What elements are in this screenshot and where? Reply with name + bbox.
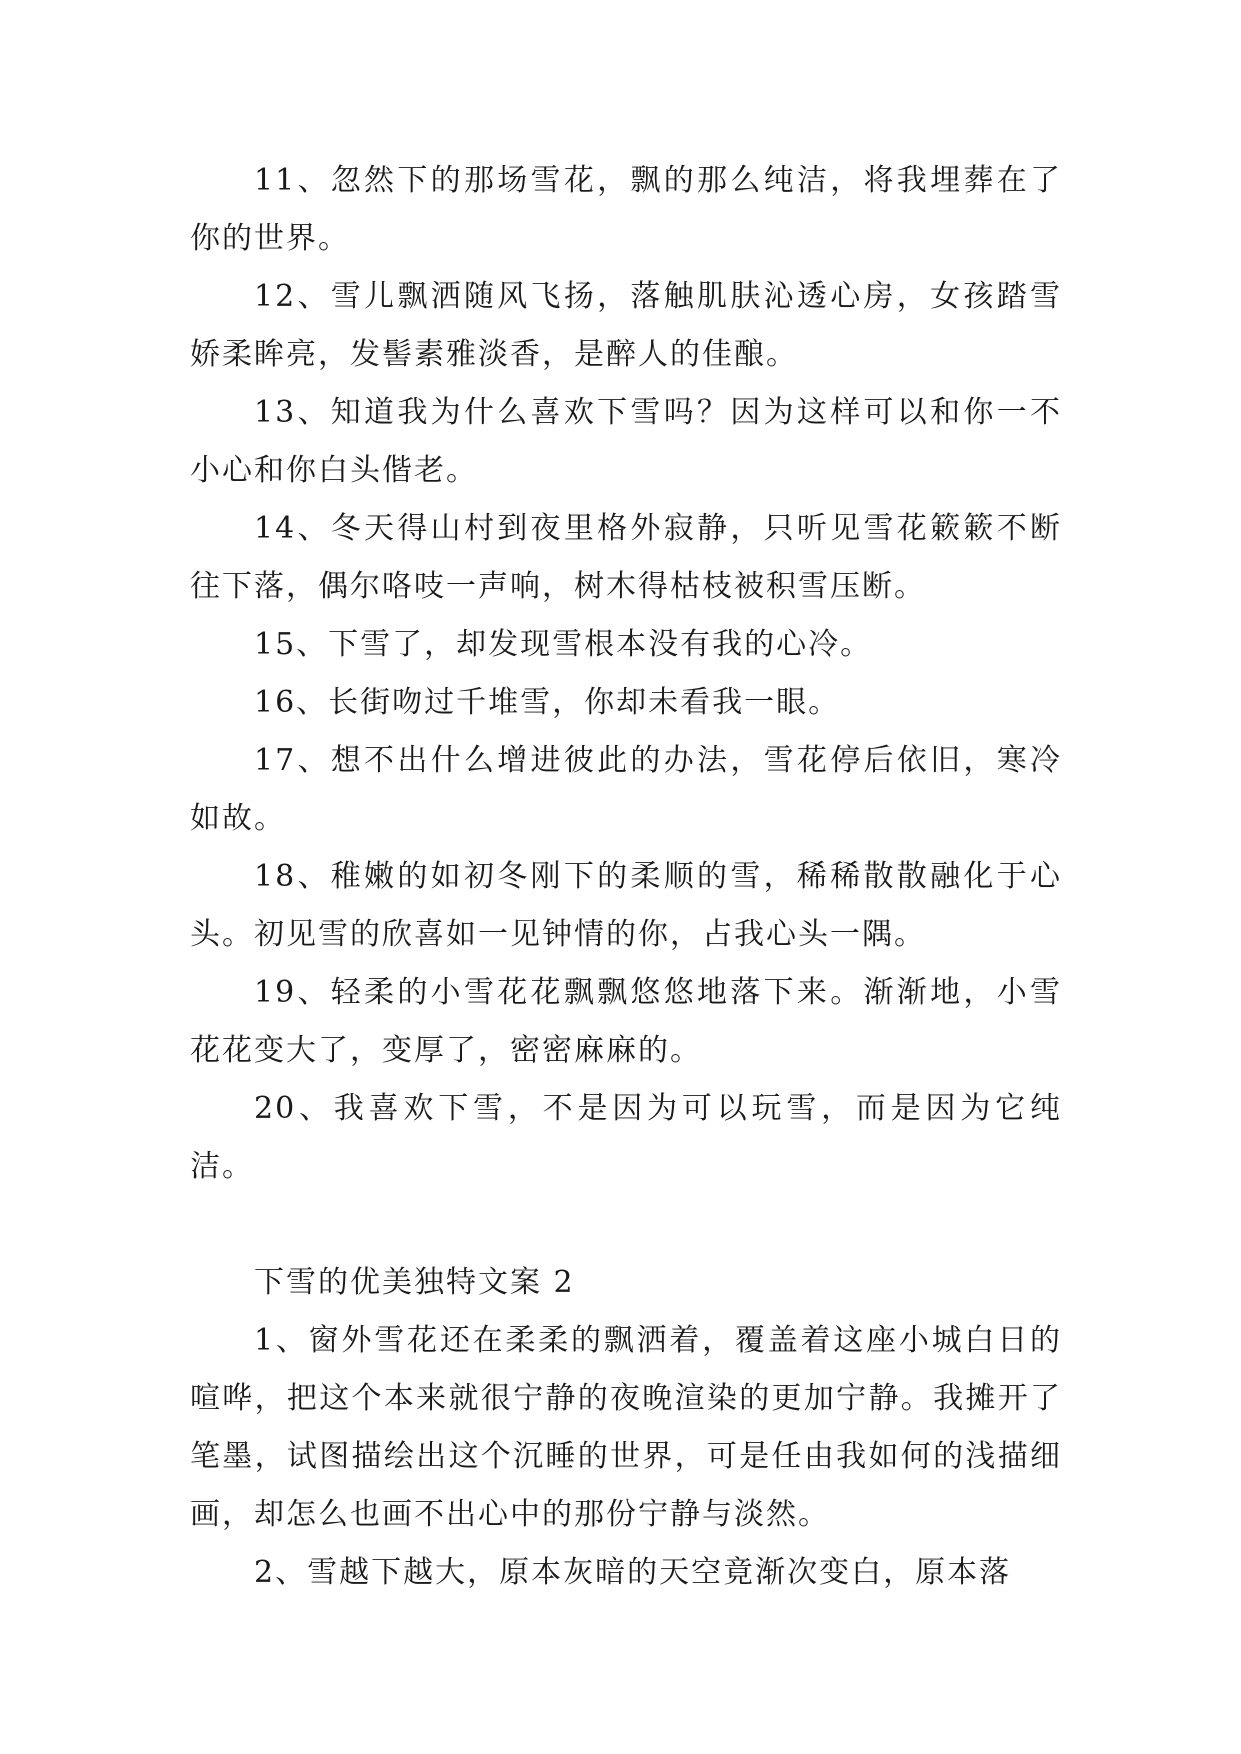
list-item: 2、雪越下越大，原本灰暗的天空竟渐次变白，原本落 bbox=[254, 1555, 1012, 1590]
section-heading: 下雪的优美独特文案 2 bbox=[254, 1265, 575, 1300]
list-item: 16、长街吻过千堆雪，你却未看我一眼。 bbox=[254, 685, 841, 720]
list-item: 15、下雪了，却发现雪根本没有我的心冷。 bbox=[254, 627, 873, 662]
list-item: 17、想不出什么增进彼此的办法，雪花停后依旧，寒冷如故。 bbox=[190, 743, 1062, 836]
document-body bbox=[190, 152, 1062, 1602]
list-item: 11、忽然下的那场雪花，飘的那么纯洁，将我埋葬在了你的世界。 bbox=[190, 163, 1062, 256]
list-item: 18、稚嫩的如初冬刚下的柔顺的雪，稀稀散散融化于心头。初见雪的欣喜如一见钟情的你，占我心头一隅。 bbox=[190, 859, 1062, 952]
list-item: 14、冬天得山村到夜里格外寂静，只听见雪花簌簌不断往下落，偶尔咯吱一声响，树木得枯枝被积雪压断。 bbox=[190, 511, 1062, 604]
list-item: 12、雪儿飘洒随风飞扬，落触肌肤沁透心房，女孩踏雪娇柔眸亮，发髻素雅淡香，是醉人的佳酿。 bbox=[190, 279, 1062, 372]
list-item: 1、窗外雪花还在柔柔的飘洒着，覆盖着这座小城白日的喧哗，把这个本来就很宁静的夜晚渲染的更加宁静。我摊开了笔墨，试图描绘出这个沉睡的世界，可是任由我如何的浅描细画，却怎么也画不出心中的那份宁静与淡然。 bbox=[190, 1323, 1062, 1532]
list-item: 20、我喜欢下雪，不是因为可以玩雪，而是因为它纯洁。 bbox=[190, 1091, 1062, 1184]
list-item: 13、知道我为什么喜欢下雪吗？因为这样可以和你一不小心和你白头偕老。 bbox=[190, 395, 1062, 488]
list-item: 19、轻柔的小雪花花飘飘悠悠地落下来。渐渐地，小雪花花变大了，变厚了，密密麻麻的。 bbox=[190, 975, 1062, 1068]
